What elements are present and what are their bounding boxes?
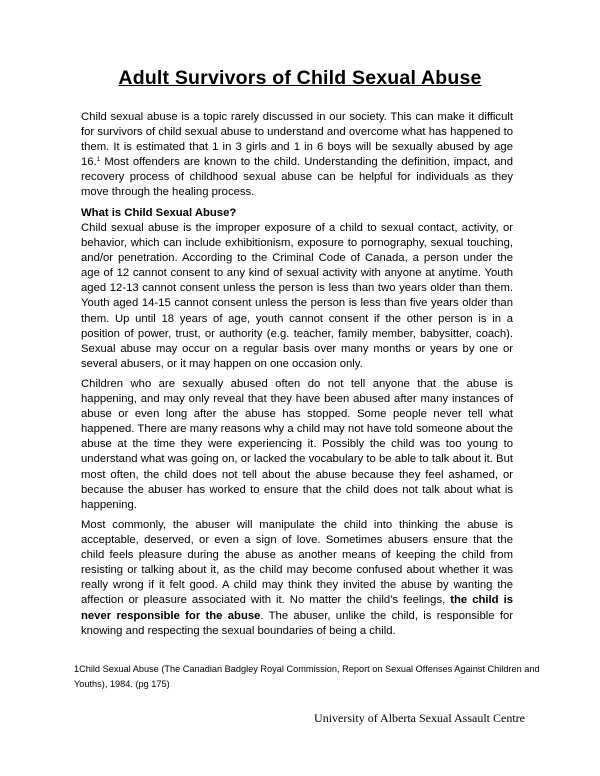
intro-paragraph (81, 110, 513, 201)
intro-text: Child sexual abuse is a topic rarely discussed in our society. This can make it difficult for survivors of child sexual abuse to understand and overcome what has happened to them. It is estimated that 1 in 3 girls and 1 in 6 boys will be sexually abused by age 16. (81, 111, 513, 169)
section-heading: What is Child Sexual Abuse? (81, 207, 237, 219)
definition-paragraph: Child sexual abuse is the improper exposure of a child to sexual contact, activity, or behavior, which can include exhibitionism, exposure to pornography, sexual touching, and/or penetration. According to the Criminal Code of Canada, a person under the age of 12 cannot consent to any kind of sexual activity with anyone at anytime. Youth aged 12-13 cannot consent unless the person is less than two years older than them. Youth aged 14-15 cannot consent unless the person is less than five years older than them. Up until 18 years of age, youth cannot consent if the other person is in a position of power, trust, or authority (e.g. teacher, family member, babysitter, coach). Sexual abuse may occur on a regular basis over many months or years by one or several abusers, or it may happen on one occasion only. (81, 222, 513, 370)
emphasis-text: the child is never responsible for the abuse (81, 594, 513, 622)
manipulation-text: Most commonly, the abuser will manipulate the child into thinking the abuse is acceptable, deserved, or even a sign of love. Sometimes abusers ensure that the child feels pleasure during the abuse as another means of keeping the child from resisting or talking about it, as the child may become confused about whether it was really wrong if it felt good. A child may think they invited the abuse by wanting the affection or pleasure associated with it. No matter the child’s feelings, (81, 519, 513, 607)
page-footer: University of Alberta Sexual Assault Centre (314, 711, 525, 725)
manipulation-text-end: . The abuser, unlike the child, is responsible for knowing and respecting the sexual boundaries of being a child. (81, 609, 514, 637)
footnote-reference: 1 (96, 156, 101, 164)
footnote: 1Child Sexual Abuse (The Canadian Badgley Royal Commission, Report on Sexual Offenses Against Children and Youths), 1984. (pg 175) (74, 664, 540, 690)
manipulation-paragraph (81, 518, 513, 639)
disclosure-paragraph: Children who are sexually abused often do not tell anyone that the abuse is happening, and may only reveal that they have been abused after many instances of abuse or even long after the abuse has stopped. Some people never tell what happened. There are many reasons why a child may not have told someone about the abuse at the time they were experiencing it. Possibly the child was too young to understand what was going on, or lacked the vocabulary to be able to talk about it. But most often, the child does not tell about the abuse because they feel ashamed, or because the abuser has worked to ensure that the child does not talk about what is happening. (81, 378, 513, 511)
intro-text-continued: Most offenders are known to the child. Understanding the definition, impact, and recovery process of childhood sexual abuse can be helpful for individuals as they move through the healing process. (81, 156, 513, 199)
page-title: Adult Survivors of Child Sexual Abuse (118, 67, 482, 89)
